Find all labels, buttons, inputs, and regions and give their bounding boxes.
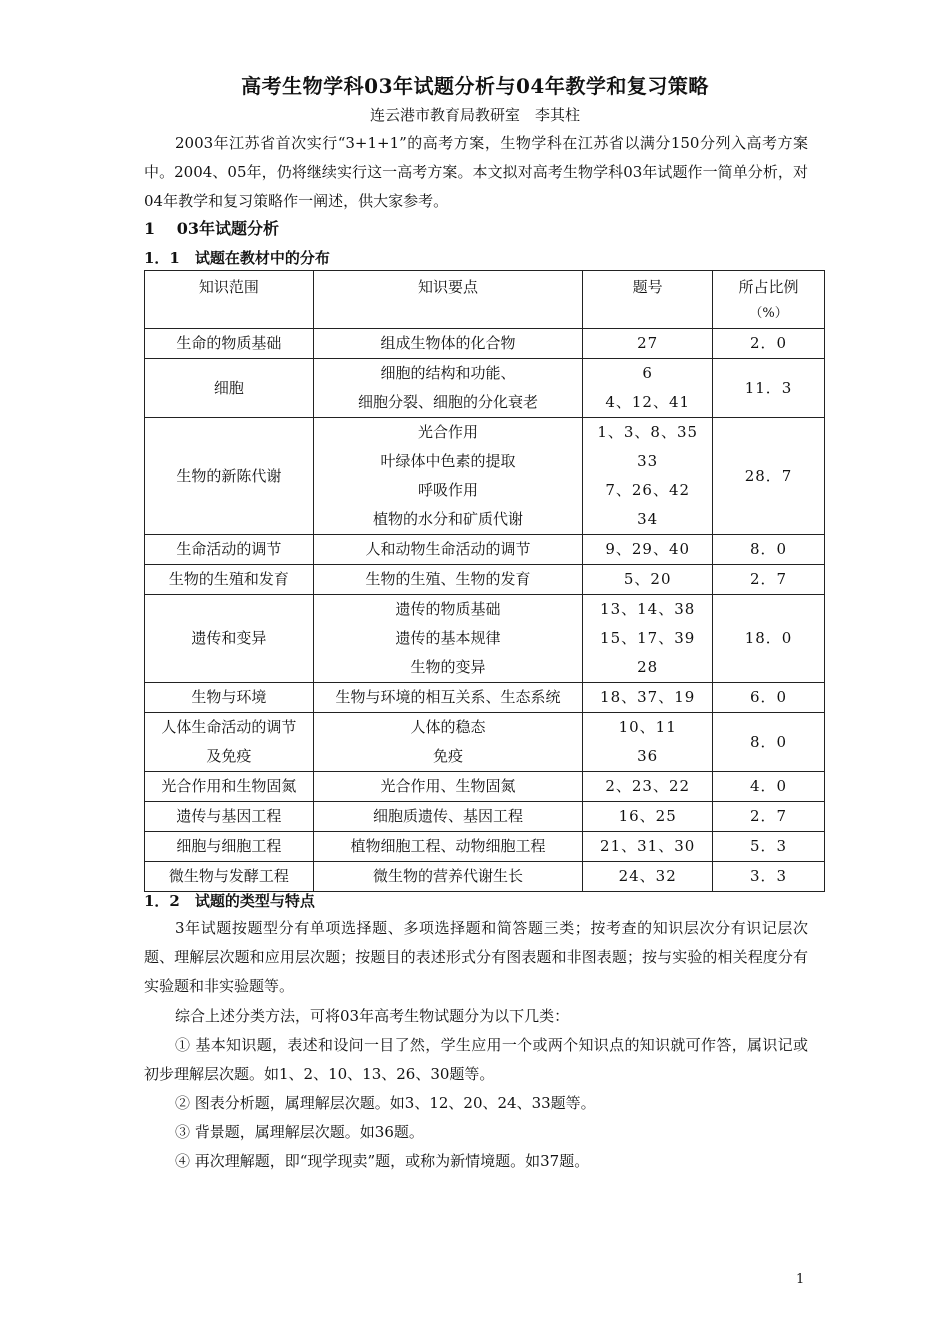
cell-question-numbers <box>583 359 713 418</box>
cell-line: 5、20 <box>623 570 672 588</box>
header-range: 知识范围 <box>145 271 314 329</box>
cell-ratio <box>713 713 825 772</box>
document-title: 高考生物学科03年试题分析与04年教学和复习策略 <box>241 74 709 98</box>
list-item-2: ② 图表分析题，属理解层次题。如3、12、20、24、33题等。 <box>175 1094 596 1112</box>
cell-knowledge-range <box>145 595 314 683</box>
distribution-table <box>144 270 825 892</box>
types-paragraph: 3年试题按题型分有单项选择题、多项选择题和简答题三类；按考查的知识层次分有识记层次题、理解层次题和应用层次题；按题目的表述形式分有图表题和非图表题；按与实验的相关程度分有实验题和非实验题等。 <box>144 919 808 995</box>
cell-knowledge-range <box>145 535 314 565</box>
cell-line: 24、32 <box>618 867 677 885</box>
cell-line: 4、12、41 <box>605 393 691 411</box>
cell-knowledge-points <box>313 772 583 802</box>
cell-value: 4．0 <box>750 777 788 795</box>
cell-line: 植物的水分和矿质代谢 <box>372 510 523 528</box>
cell-line: 6 <box>642 364 653 382</box>
table-row <box>145 862 825 892</box>
table-row <box>145 329 825 359</box>
cell-line: 生物与环境的相互关系、生态系统 <box>335 688 561 706</box>
section-heading-1-2: 1．2 试题的类型与特点 <box>144 892 315 910</box>
cell-line: 细胞与细胞工程 <box>176 837 282 855</box>
list-item-1: ① 基本知识题，表述和设问一目了然，学生应用一个或两个知识点的知识就可作答，属识记或初步理解层次题。如1、2、10、13、26、30题等。 <box>144 1036 808 1083</box>
cell-value: 2．7 <box>750 807 788 825</box>
cell-question-numbers <box>583 832 713 862</box>
cell-knowledge-range <box>145 832 314 862</box>
cell-knowledge-range <box>145 862 314 892</box>
cell-question-numbers <box>583 683 713 713</box>
cell-value: 8．0 <box>750 540 788 558</box>
cell-line: 27 <box>637 334 659 352</box>
cell-value: 3．3 <box>750 867 788 885</box>
table-header-row <box>145 271 825 329</box>
cell-line: 微生物的营养代谢生长 <box>372 867 523 885</box>
cell-knowledge-range <box>145 359 314 418</box>
table-row <box>145 595 825 683</box>
table-row <box>145 713 825 772</box>
cell-knowledge-range <box>145 683 314 713</box>
cell-ratio <box>713 418 825 535</box>
cell-question-numbers <box>583 418 713 535</box>
cell-ratio <box>713 862 825 892</box>
header-ratio-unit: （%） <box>749 306 788 321</box>
section-heading-1-1: 1．1 试题在教材中的分布 <box>144 249 330 267</box>
cell-line: 生物的变异 <box>410 658 486 676</box>
list-item-4: ④ 再次理解题，即“现学现卖”题，或称为新情境题。如37题。 <box>175 1152 590 1170</box>
cell-line: 2、23、22 <box>605 777 691 795</box>
cell-line: 人体生命活动的调节 <box>161 718 297 736</box>
cell-value: 11．3 <box>744 378 793 397</box>
cell-line: 细胞质遗传、基因工程 <box>372 807 523 825</box>
cell-knowledge-range <box>145 565 314 595</box>
cell-line: 34 <box>637 510 659 528</box>
cell-line: 生物的新陈代谢 <box>176 466 282 485</box>
cell-question-numbers <box>583 595 713 683</box>
cell-ratio <box>713 565 825 595</box>
cell-line: 生物的生殖和发育 <box>168 570 289 588</box>
cell-line: 遗传与基因工程 <box>176 807 282 825</box>
intro-paragraph: 2003年江苏省首次实行“3+1+1”的高考方案，生物学科在江苏省以满分150分列入高考方案中。2004、05年，仍将继续实行这一高考方案。本文拟对高考生物学科03年试题作一简单分析，对04年教学和复习策略作一阐述，供大家参考。 <box>144 134 808 210</box>
table-row <box>145 359 825 418</box>
cell-value: 2．0 <box>750 334 788 352</box>
cell-line: 28 <box>637 658 659 676</box>
table-row <box>145 772 825 802</box>
cell-line: 及免疫 <box>206 747 252 765</box>
cell-question-numbers <box>583 565 713 595</box>
cell-value: 8．0 <box>750 732 788 751</box>
cell-value: 18．0 <box>744 629 793 647</box>
cell-value: 2．7 <box>750 570 788 588</box>
cell-line: 植物细胞工程、动物细胞工程 <box>350 837 546 855</box>
header-numbers: 题号 <box>583 271 713 329</box>
author-line: 连云港市教育局教研室 李其柱 <box>369 106 580 124</box>
cell-knowledge-points <box>313 713 583 772</box>
cell-line: 21、31、30 <box>600 837 696 855</box>
cell-knowledge-range <box>145 713 314 772</box>
table-row <box>145 535 825 565</box>
cell-knowledge-points <box>313 595 583 683</box>
cell-line: 人和动物生命活动的调节 <box>365 540 531 558</box>
cell-ratio <box>713 683 825 713</box>
cell-ratio <box>713 595 825 683</box>
cell-ratio <box>713 772 825 802</box>
cell-line: 细胞的结构和功能、 <box>380 364 516 382</box>
cell-knowledge-points <box>313 862 583 892</box>
cell-line: 36 <box>637 747 659 765</box>
cell-line: 13、14、38 <box>600 600 696 618</box>
cell-knowledge-range <box>145 329 314 359</box>
cell-line: 16、25 <box>618 807 677 825</box>
cell-knowledge-points <box>313 535 583 565</box>
cell-ratio <box>713 535 825 565</box>
cell-value: 6．0 <box>750 688 788 706</box>
cell-question-numbers <box>583 802 713 832</box>
header-points: 知识要点 <box>313 271 583 329</box>
cell-line: 细胞分裂、细胞的分化衰老 <box>357 393 538 411</box>
section-heading-1: 1 03年试题分析 <box>144 219 279 238</box>
cell-line: 18、37、19 <box>600 688 696 706</box>
cell-knowledge-points <box>313 802 583 832</box>
cell-line: 生物与环境 <box>191 688 267 706</box>
cell-line: 生命的物质基础 <box>176 334 282 352</box>
cell-line: 光合作用和生物固氮 <box>161 777 297 795</box>
cell-ratio <box>713 802 825 832</box>
cell-line: 微生物与发酵工程 <box>168 867 289 885</box>
summary-paragraph: 综合上述分类方法，可将03年高考生物试题分为以下几类： <box>175 1007 570 1025</box>
cell-question-numbers <box>583 329 713 359</box>
cell-line: 遗传的基本规律 <box>395 629 501 647</box>
cell-question-numbers <box>583 862 713 892</box>
cell-line: 9、29、40 <box>605 540 691 558</box>
cell-knowledge-points <box>313 683 583 713</box>
cell-line: 呼吸作用 <box>417 481 478 499</box>
cell-line: 人体的稳态 <box>410 718 486 736</box>
table-row <box>145 565 825 595</box>
cell-ratio <box>713 832 825 862</box>
cell-knowledge-points <box>313 329 583 359</box>
page-number: 1 <box>796 1272 805 1287</box>
table-row <box>145 802 825 832</box>
cell-knowledge-points <box>313 359 583 418</box>
cell-ratio <box>713 329 825 359</box>
cell-value: 28．7 <box>744 466 793 485</box>
cell-line: 15、17、39 <box>600 629 696 647</box>
cell-knowledge-range <box>145 802 314 832</box>
cell-line: 1、3、8、35 <box>597 423 699 441</box>
cell-ratio <box>713 359 825 418</box>
header-ratio-label: 所占比例 <box>738 278 799 296</box>
cell-line: 7、26、42 <box>605 481 691 499</box>
cell-line: 遗传和变异 <box>191 629 267 647</box>
list-item-3: ③ 背景题，属理解层次题。如36题。 <box>175 1123 424 1141</box>
cell-question-numbers <box>583 713 713 772</box>
cell-knowledge-range <box>145 418 314 535</box>
cell-line: 生物的生殖、生物的发育 <box>365 570 531 588</box>
cell-line: 遗传的物质基础 <box>395 600 501 618</box>
cell-question-numbers <box>583 772 713 802</box>
cell-knowledge-points <box>313 418 583 535</box>
cell-line: 光合作用 <box>417 423 478 441</box>
cell-line: 10、11 <box>618 718 677 736</box>
table-row <box>145 683 825 713</box>
cell-line: 组成生物体的化合物 <box>380 334 516 352</box>
cell-knowledge-range <box>145 772 314 802</box>
header-ratio <box>713 271 825 329</box>
cell-knowledge-points <box>313 832 583 862</box>
cell-knowledge-points <box>313 565 583 595</box>
cell-line: 叶绿体中色素的提取 <box>380 452 516 470</box>
cell-line: 光合作用、生物固氮 <box>380 777 516 795</box>
cell-line: 生命活动的调节 <box>176 540 282 558</box>
table-row <box>145 832 825 862</box>
cell-line: 免疫 <box>432 747 463 765</box>
cell-line: 33 <box>637 452 659 470</box>
cell-value: 5．3 <box>750 837 788 855</box>
cell-line: 细胞 <box>213 378 244 397</box>
cell-question-numbers <box>583 535 713 565</box>
table-row <box>145 418 825 535</box>
